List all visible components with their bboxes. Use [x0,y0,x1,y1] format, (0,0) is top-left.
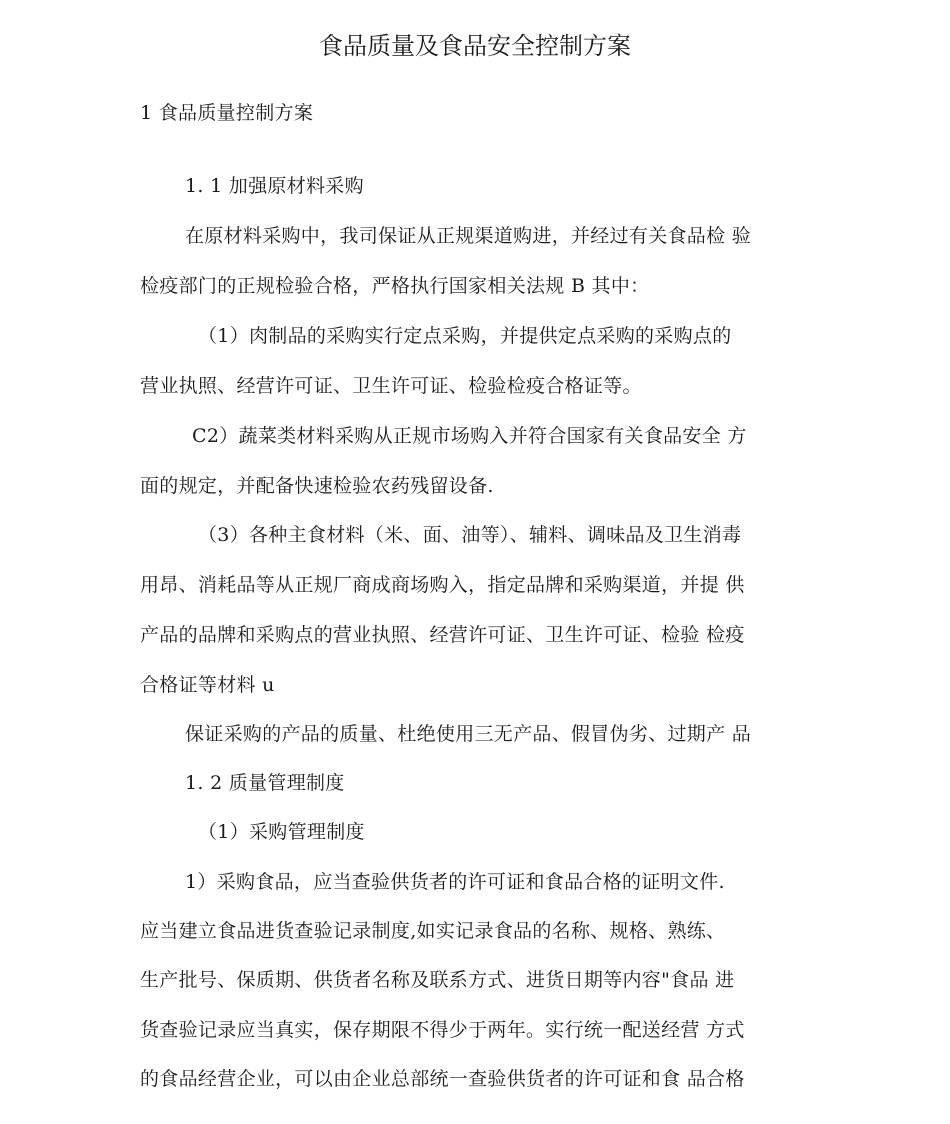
subsection-heading-1-1: 1. 1 加强原材料采购 [185,175,364,197]
paragraph-line: 生产批号、保质期、供货者名称及联系方式、进货日期等内容"食品 进 [140,969,735,991]
list-item-line: 1）采购食品，应当查验供货者的许可证和食品合格的证明文件. [185,871,725,893]
paragraph-line: 的食品经营企业，可以由企业总部统一查验供货者的许可证和食 品合格 [140,1068,745,1090]
paragraph-line: 面的规定，并配备快速检验农药残留设备. [140,475,494,497]
list-item-line: （1）肉制品的采购实行定点采购，并提供定点采购的采购点的 [198,325,732,347]
paragraph-line: 合格证等材料 u [140,674,275,696]
list-item-line: （1）采购管理制度 [198,821,365,843]
paragraph-line: 产品的品牌和采购点的营业执照、经营许可证、卫生许可证、检验 检疫 [140,624,745,646]
paragraph-line: 检疫部门的正规检验合格，严格执行国家相关法规 B 其中： [140,275,650,297]
paragraph-line: 保证采购的产品的质量、杜绝使用三无产品、假冒伪劣、过期产 品 [185,723,752,745]
paragraph-line: 营业执照、经营许可证、卫生许可证、检验检疫合格证等。 [140,375,642,397]
section-heading-1: 1 食品质量控制方案 [140,102,314,124]
paragraph-line: 应当建立食品进货查验记录制度,如实记录食品的名称、规格、熟练、 [140,920,726,942]
list-item-line: C2）蔬菜类材料采购从正规市场购入并符合国家有关食品安全 方 [192,425,747,447]
list-item-line: （3）各种主食材料（米、面、油等）、辅料、调味品及卫生消毒 [198,524,742,546]
paragraph-line: 货查验记录应当真实，保存期限不得少于两年。实行统一配送经营 方式 [140,1019,745,1041]
document-title: 食品质量及食品安全控制方案 [319,32,631,60]
paragraph-line: 用昂、消耗品等从正规厂商成商场购入，指定品牌和采购渠道，并提 供 [140,574,745,596]
paragraph-line: 在原材料采购中，我司保证从正规渠道购进，并经过有关食品检 验 [185,225,752,247]
subsection-heading-1-2: 1. 2 质量管理制度 [185,772,345,794]
